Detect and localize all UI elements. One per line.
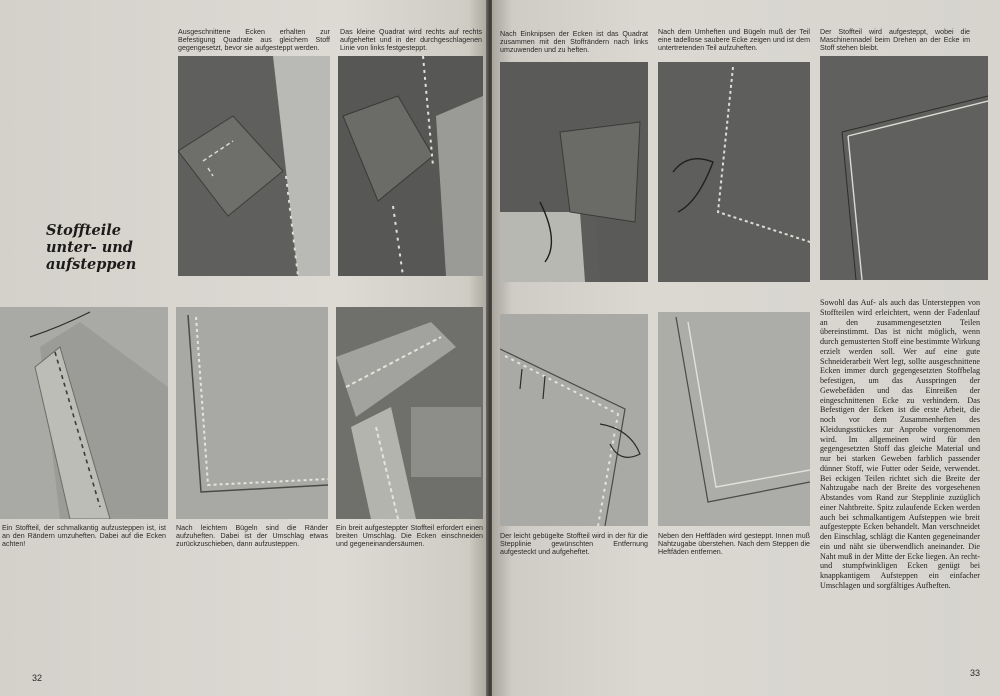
page-number-left: 32 (32, 673, 43, 683)
caption-folded-edge: Ein Stoffteil, der schmalkantig aufzusteppen ist, ist an den Rändern umzuheften. Dabei auf die Ecken achten! (2, 524, 166, 549)
caption-finished-corner: Neben den Heftfäden wird gesteppt. Innen muß Nahtzugabe überstehen. Nach dem Steppen die Heftfäden entfernen. (658, 532, 810, 557)
body-text: Sowohl das Auf- als auch das Untersteppen von Stoffteilen wird erleichtert, wenn der Fadenlauf an den zusammengesetzten Teilen übereinstimmt. Das ist nicht möglich, wenn durch gemusterten Stoff eine bestimmte Wirkung erzielt werden soll. Wer auf eine gute Schneiderarbeit Wert legt, sollte ausgeschnittene Ecken immer durch gegengesetzten Stoffbelag befestigen, um das Ausspringen der Gewebefäden und das Einreißen der eingeschnittenen Ecke zu verhindern. Das Befestigen der Ecken ist die erste Arbeit, die noch vor dem Zusammenheften des Kleidungsstückes zur Anprobe vorgenommen wird. Im allgemeinen wird für den gegengesetzten Stoff das gleiche Material und nur bei starken Geweben farblich passender dünner Stoff, wie Futter oder Seide, verwendet. Bei eckigen Teilen richtet sich die Breite der Nahtzugabe nach der Breite des vorgesehenen Abstandes vom Rand zur Stepplinie zuzüglich einer Nahtbreite. Spitz zulaufende Ecken werden auch bei schmalkantigem Aufsteppen wie breit aufgesteppte Ecken behandelt. Man verschneidet den Einschlag, schlägt die Kanten gegeneinander ein und näht sie überwendlich aneinander. Die Naht muß in der Mitte der Ecke liegen. An recht- und stumpfwinkligen Ecken genügt bei knappkantigem Aufsteppen ein einfacher Umschlagen und sorgfältiges Aufheften. (820, 298, 980, 590)
photo-pinned-fabric (500, 314, 648, 526)
photo-finished-corner (658, 312, 810, 526)
photo-hand-basting (658, 62, 810, 282)
photo-patch-stitched (338, 56, 483, 276)
photo-wide-hem (336, 307, 483, 519)
caption-turned-corner: Nach Einknipsen der Ecken ist das Quadrat zusammen mit den Stoffrändern nach links umzuwenden und zu heften. (500, 30, 648, 55)
headline: Stoffteile unter- und aufsteppen (46, 222, 137, 273)
photo-machine-stitched (820, 56, 988, 280)
photo-basted-corner (176, 307, 328, 519)
caption-wide-hem: Ein breit aufgesteppter Stoffteil erfordert einen breiten Umschlag. Die Ecken einschneiden und gegeneinandersäumen. (336, 524, 483, 549)
photo-folded-edge (0, 307, 168, 519)
caption-pinned-fabric: Der leicht gebügelte Stoffteil wird in der für die Stepplinie gewünschten Entfernung aufgesteckt und aufgeheftet. (500, 532, 648, 557)
caption-machine-stitched: Der Stoffteil wird aufgesteppt, wobei die Maschinennadel beim Drehen an der Ecke im Stoff stehen bleibt. (820, 28, 970, 53)
photo-turned-corner (500, 62, 648, 282)
photo-square-patch (178, 56, 330, 276)
left-page (0, 0, 488, 696)
caption-hand-basting: Nach dem Umheften und Bügeln muß der Teil eine tadellose saubere Ecke zeigen und ist dem untertretenden Teil aufzuheften. (658, 28, 810, 53)
caption-square-patch: Ausgeschnittene Ecken erhalten zur Befestigung Quadrate aus gleichem Stoff gegengesetzt, bevor sie aufgesteppt werden. (178, 28, 330, 53)
page-number-right: 33 (970, 668, 981, 678)
caption-basted-corner: Nach leichtem Bügeln sind die Ränder aufzuheften. Dabei ist der Umschlag etwas zurückzuschieben, dann aufzusteppen. (176, 524, 328, 549)
caption-patch-stitched: Das kleine Quadrat wird rechts auf rechts aufgeheftet und in der durchgeschlagenen Linie von links festgesteppt. (340, 28, 482, 53)
